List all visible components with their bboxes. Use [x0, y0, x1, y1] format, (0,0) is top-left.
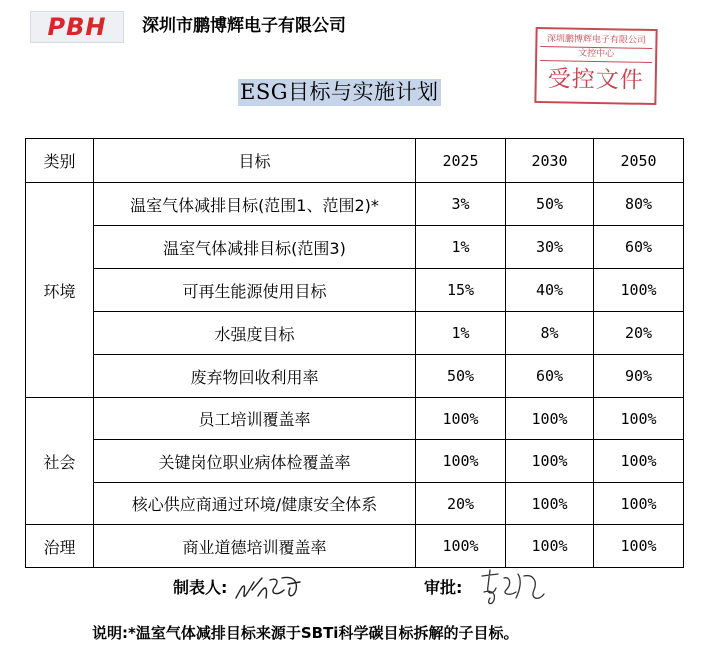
value-2050: 100%	[594, 269, 684, 312]
value-2025: 3%	[416, 183, 506, 226]
header-category: 类别	[26, 139, 94, 183]
category-social: 社会	[26, 398, 94, 525]
company-name: 深圳市鹏博辉电子有限公司	[142, 16, 346, 36]
footnote: 说明:*温室气体减排目标来源于SBTi科学碳目标拆解的子目标。	[92, 624, 519, 642]
value-2030: 100%	[506, 483, 594, 525]
value-2050: 60%	[594, 226, 684, 269]
goal-cell: 水强度目标	[94, 312, 416, 355]
esg-targets-table	[25, 138, 684, 568]
value-2050: 80%	[594, 183, 684, 226]
approver-signature	[476, 566, 550, 610]
value-2050: 100%	[594, 483, 684, 525]
category-governance: 治理	[26, 525, 94, 568]
value-2030: 60%	[506, 355, 594, 398]
table-row	[26, 398, 684, 440]
stamp-company: 深圳鹏博辉电子有限公司	[540, 32, 652, 49]
value-2025: 20%	[416, 483, 506, 525]
document-title: ESG目标与实施计划	[240, 80, 439, 104]
value-2050: 100%	[594, 525, 684, 568]
goal-cell: 员工培训覆盖率	[94, 398, 416, 440]
preparer-signature	[232, 568, 308, 608]
goal-cell: 核心供应商通过环境/健康安全体系	[94, 483, 416, 525]
value-2050: 20%	[594, 312, 684, 355]
value-2050: 100%	[594, 398, 684, 440]
value-2030: 100%	[506, 440, 594, 483]
value-2025: 100%	[416, 398, 506, 440]
stamp-label: 受控文件	[547, 66, 644, 94]
goal-cell: 商业道德培训覆盖率	[94, 525, 416, 568]
table-row	[26, 525, 684, 568]
value-2025: 1%	[416, 312, 506, 355]
value-2025: 100%	[416, 440, 506, 483]
header-2050: 2050	[594, 139, 684, 183]
goal-cell: 温室气体减排目标(范围3)	[94, 226, 416, 269]
stamp-department: 文控中心	[540, 47, 652, 63]
table-row	[26, 440, 684, 483]
header-2025: 2025	[416, 139, 506, 183]
category-environment: 环境	[26, 183, 94, 398]
header-goal: 目标	[94, 139, 416, 183]
value-2050: 90%	[594, 355, 684, 398]
header-2030: 2030	[506, 139, 594, 183]
value-2030: 50%	[506, 183, 594, 226]
value-2025: 100%	[416, 525, 506, 568]
value-2030: 30%	[506, 226, 594, 269]
value-2030: 40%	[506, 269, 594, 312]
controlled-document-stamp	[534, 27, 657, 105]
approver-label: 审批:	[424, 578, 463, 597]
table-row	[26, 183, 684, 226]
table-row	[26, 355, 684, 398]
value-2050: 100%	[594, 440, 684, 483]
table-row	[26, 312, 684, 355]
value-2025: 50%	[416, 355, 506, 398]
table-row	[26, 269, 684, 312]
preparer-label: 制表人:	[173, 578, 228, 597]
table-row	[26, 483, 684, 525]
value-2030: 8%	[506, 312, 594, 355]
table-header-row	[26, 139, 684, 183]
goal-cell: 温室气体减排目标(范围1、范围2)*	[94, 183, 416, 226]
table-row	[26, 226, 684, 269]
goal-cell: 关键岗位职业病体检覆盖率	[94, 440, 416, 483]
company-logo	[30, 11, 124, 43]
goal-cell: 可再生能源使用目标	[94, 269, 416, 312]
value-2030: 100%	[506, 525, 594, 568]
value-2025: 15%	[416, 269, 506, 312]
goal-cell: 废弃物回收利用率	[94, 355, 416, 398]
value-2025: 1%	[416, 226, 506, 269]
logo-text: PBH	[47, 13, 107, 41]
value-2030: 100%	[506, 398, 594, 440]
